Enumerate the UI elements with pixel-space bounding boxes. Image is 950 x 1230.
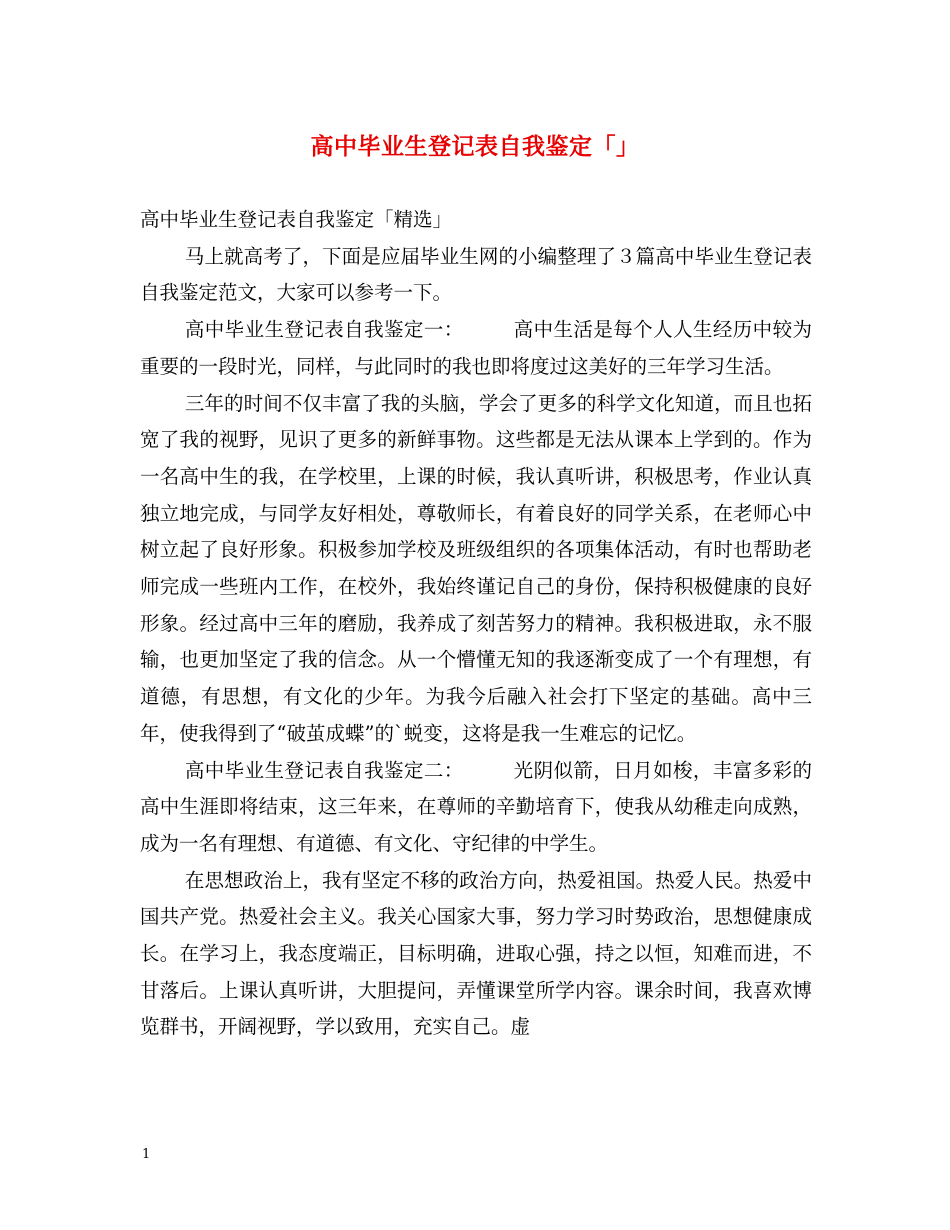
paragraph-intro: 马上就高考了，下面是应届毕业生网的小编整理了３篇高中毕业生登记表自我鉴定范文，大家可以参考一下。 bbox=[140, 244, 812, 305]
page-number: 1 bbox=[142, 1147, 151, 1162]
document-title: 高中毕业生登记表自我鉴定「」 bbox=[310, 133, 640, 160]
document-body bbox=[140, 202, 812, 1046]
paragraph-sample-two-heading: 高中毕业生登记表自我鉴定二： 光阴似箭，日月如梭，丰富多彩的高中生涯即将结束，这三年来，在尊师的辛勤培育下，使我从幼稚走向成熟，成为一名有理想、有道德、有文化、守纪律的中学生。 bbox=[140, 758, 812, 855]
paragraph-sample-one-body: 三年的时间不仅丰富了我的头脑，学会了更多的科学文化知道，而且也拓宽了我的视野，见识了更多的新鲜事物。这些都是无法从课本上学到的。作为一名高中生的我，在学校里，上课的时候，我认真听讲，积极思考，作业认真独立地完成，与同学友好相处，尊敬师长，有着良好的同学关系，在老师心中树立起了良好形象。积极参加学校及班级组织的各项集体活动，有时也帮助老师完成一些班内工作，在校外，我始终谨记自己的身份，保持积极健康的良好形象。经过高中三年的磨励，我养成了刻苦努力的精神。我积极进取，永不服输，也更加坚定了我的信念。从一个懵懂无知的我逐渐变成了一个有理想，有道德，有思想，有文化的少年。为我今后融入社会打下坚定的基础。高中三年，使我得到了“破茧成蝶”的`蜕变，这将是我一生难忘的记忆。 bbox=[140, 391, 812, 745]
document-subtitle: 高中毕业生登记表自我鉴定「精选」 bbox=[140, 208, 453, 231]
paragraph-sample-two-body: 在思想政治上，我有坚定不移的政治方向，热爱祖国。热爱人民。热爱中国共产党。热爱社会主义。我关心国家大事，努力学习时势政治，思想健康成长。在学习上，我态度端正，目标明确，进取心强，持之以恒，知难而进，不甘落后。上课认真听讲，大胆提问，弄懂课堂所学内容。课余时间，我喜欢博览群书，开阔视野，学以致用，充实自己。虚 bbox=[140, 868, 812, 1039]
paragraph-sample-one-heading: 高中毕业生登记表自我鉴定一： 高中生活是每个人人生经历中较为重要的一段时光，同样，与此同时的我也即将度过这美好的三年学习生活。 bbox=[140, 318, 812, 378]
